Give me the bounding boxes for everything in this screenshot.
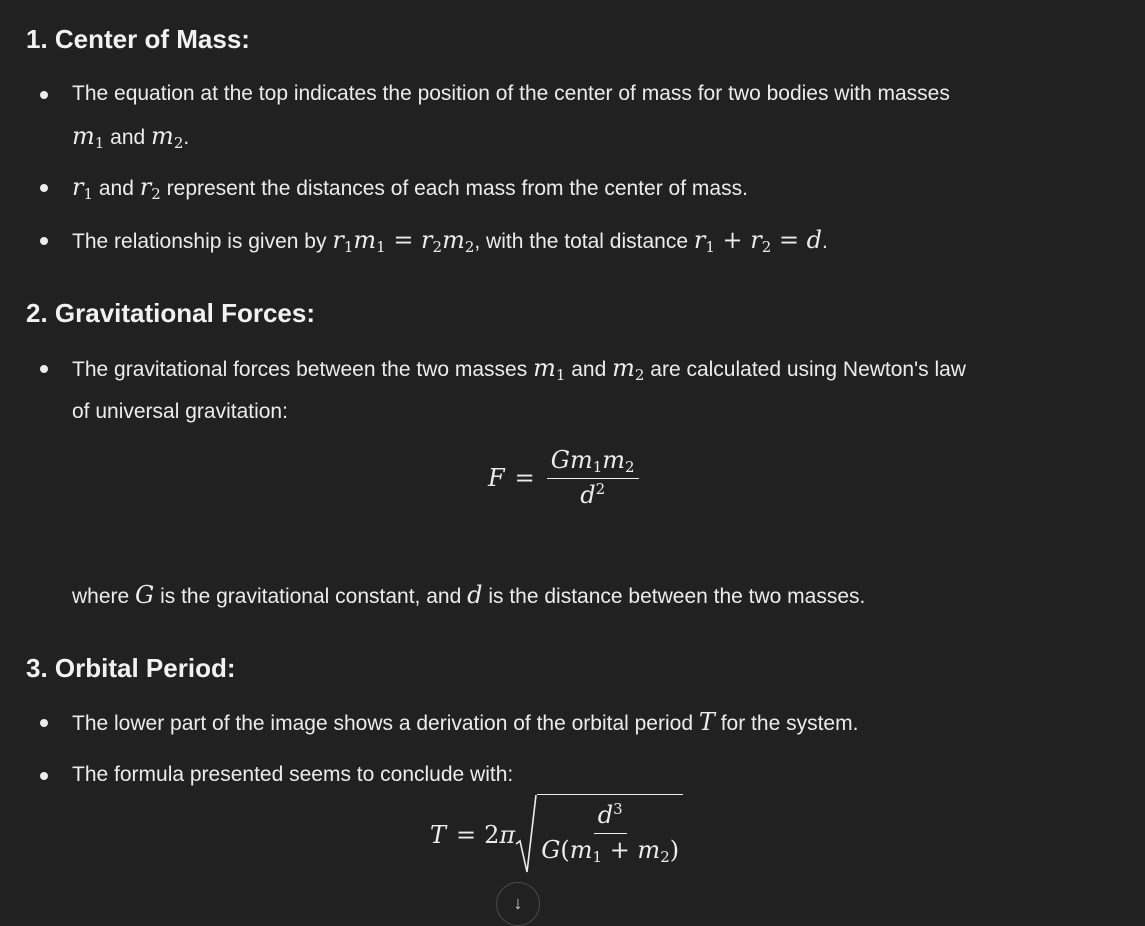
- bullet-text: .: [822, 230, 828, 253]
- list-item: [72, 73, 1082, 159]
- bullet-text: .: [183, 126, 190, 149]
- math-relationship: $r_1m_1 = r_2m_2$: [332, 226, 475, 256]
- bullet-text: The relationship is given by: [72, 230, 327, 253]
- section-heading-center-of-mass: 1. Center of Mass:: [26, 24, 250, 54]
- bullet-text: The lower part of the image shows a derivation of the orbital period: [72, 712, 694, 735]
- arrow-down-icon: ↓: [513, 893, 523, 913]
- bullet-text: and: [571, 358, 607, 381]
- list-item: [72, 166, 1082, 210]
- math-r2: $r_2$: [139, 173, 161, 203]
- math-G: G: [135, 581, 155, 609]
- scroll-to-bottom-button[interactable]: [496, 882, 540, 926]
- gravitation-formula: F = $\frac{Gm_1m_2}{d^2}$: [488, 446, 639, 509]
- bullet-text: The equation at the top indicates the position of the center of mass for two bodies with masses: [72, 82, 950, 105]
- list-item: [72, 701, 1082, 745]
- math-total-distance: $r_1 + r_2 = d$: [693, 226, 823, 256]
- where-text: [72, 580, 865, 612]
- bullet-text: represent the distances of each mass from the center of mass.: [166, 177, 748, 200]
- where-text-part: where: [72, 585, 130, 608]
- math-m2: $m_2$: [612, 354, 645, 384]
- where-text-part: is the gravitational constant, and: [160, 585, 462, 608]
- sqrt-sign-icon: [515, 794, 537, 876]
- bullet-text: and: [110, 126, 146, 149]
- list-item: [72, 219, 1082, 263]
- math-m1: $m_1$: [72, 122, 105, 152]
- math-m2: $m_2$: [151, 122, 184, 152]
- bullet-text: The formula presented seems to conclude with:: [72, 763, 514, 786]
- math-r1: $r_1$: [72, 173, 94, 203]
- bullet-text: , with the total distance: [474, 230, 689, 253]
- list-item: [72, 754, 1082, 796]
- orbital-period-formula: T = 2π $\frac{d^3}{G(m_1 + m_2)}$: [430, 794, 683, 876]
- section-heading-orbital-period: 3. Orbital Period:: [26, 653, 236, 683]
- bullet-text: are calculated using Newton's law: [650, 358, 966, 381]
- bullet-text: for the system.: [720, 712, 859, 735]
- where-text-part: is the distance between the two masses.: [488, 585, 866, 608]
- bullet-text: The gravitational forces between the two masses: [72, 358, 528, 381]
- list-item: [72, 347, 1082, 433]
- math-d: d: [467, 581, 483, 609]
- math-T: T: [698, 708, 715, 736]
- bullet-text: of universal gravitation:: [72, 400, 288, 423]
- section-heading-gravitational-forces: 2. Gravitational Forces:: [26, 298, 315, 328]
- math-m1: $m_1$: [533, 354, 566, 384]
- bullet-text: and: [98, 177, 134, 200]
